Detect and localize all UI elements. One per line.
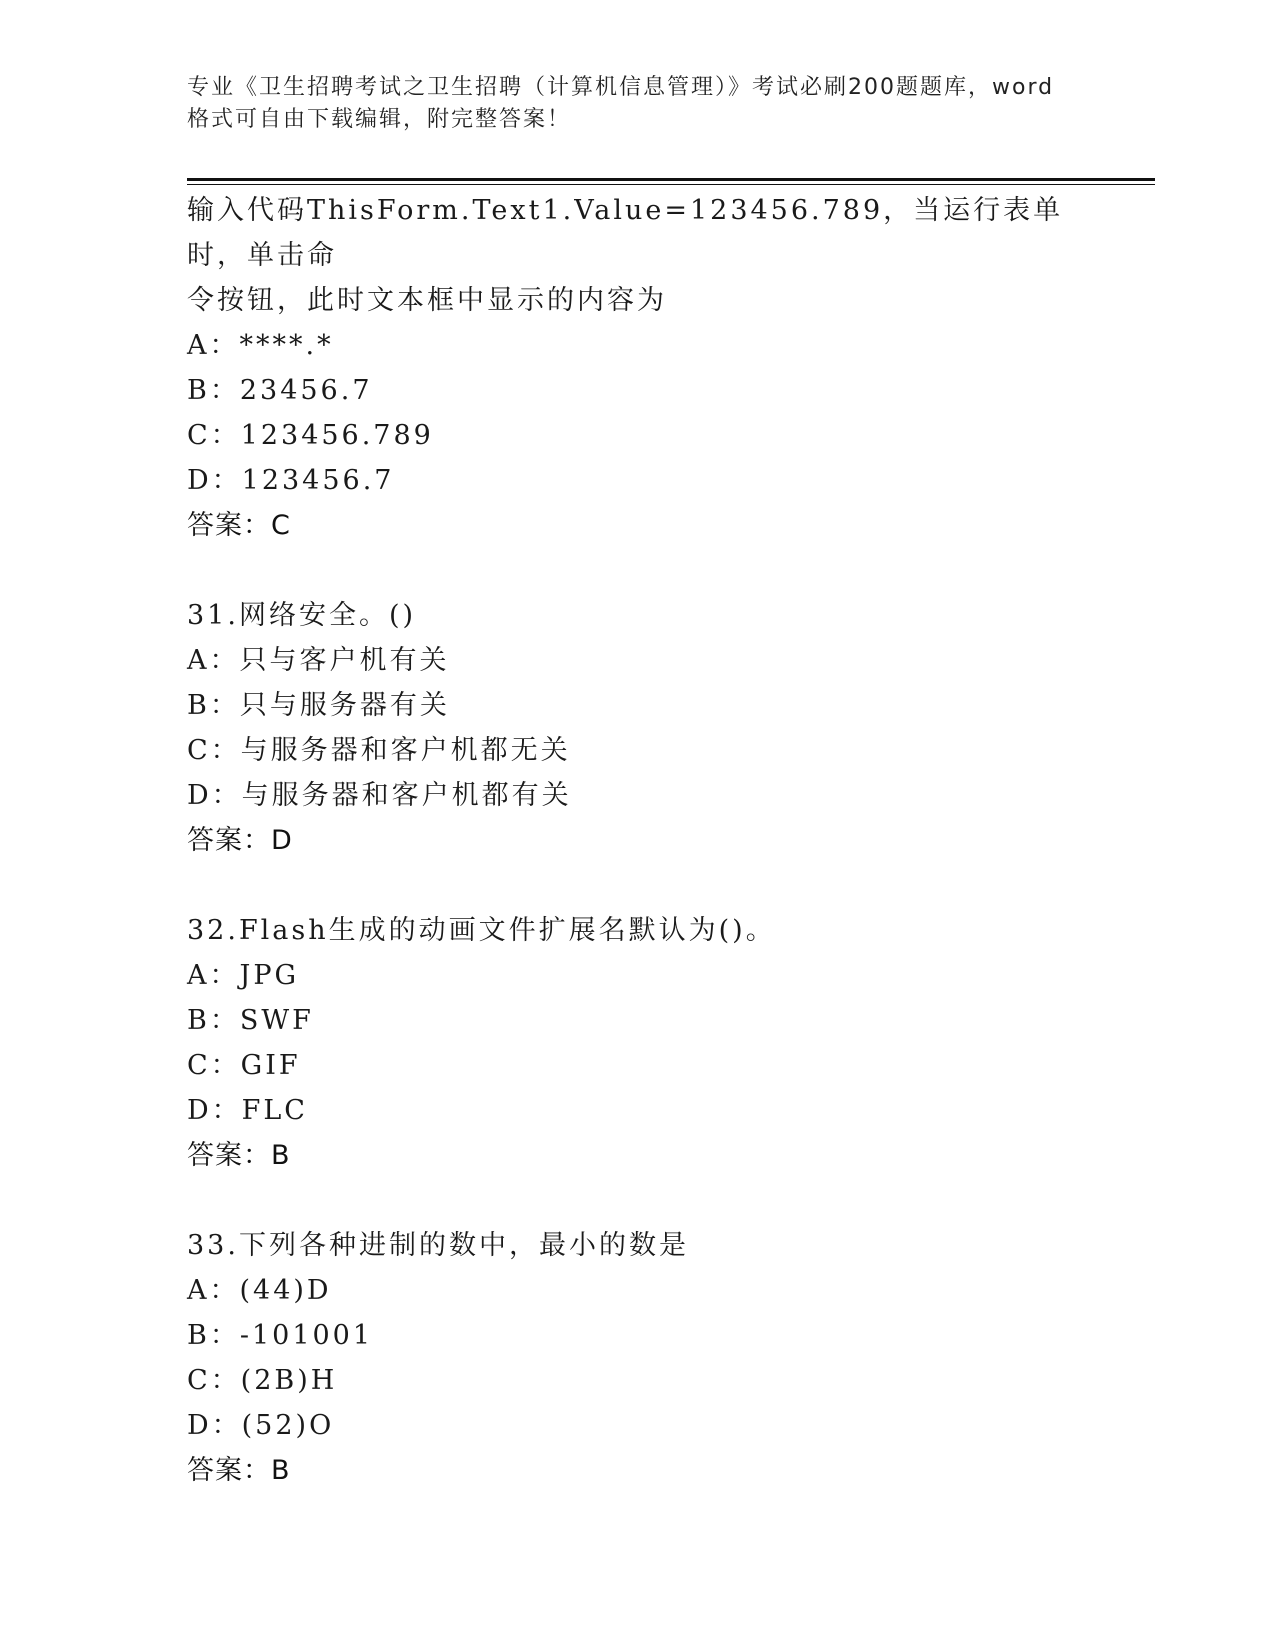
- option-b: B：-101001: [187, 1320, 374, 1351]
- option-b: B：23456.7: [187, 375, 373, 406]
- option-a: A：JPG: [187, 960, 300, 991]
- question-text: [187, 908, 1087, 953]
- option-c: C：123456.789: [187, 420, 434, 451]
- option-a: A：(44)D: [187, 1275, 332, 1306]
- question-text: [187, 188, 1087, 323]
- option-a: A：只与客户机有关: [187, 645, 450, 676]
- question-text-line: 33.下列各种进制的数中，最小的数是: [187, 1230, 689, 1261]
- answer-line: 答案：C: [187, 510, 291, 541]
- option-d: D：(52)O: [187, 1410, 335, 1441]
- question-block: [187, 593, 1087, 863]
- option-b: B：SWF: [187, 1005, 314, 1036]
- header-divider-thin: [187, 184, 1155, 185]
- question-block: [187, 1223, 1087, 1493]
- option-d: D：与服务器和客户机都有关: [187, 780, 572, 811]
- option-d: D：FLC: [187, 1095, 308, 1126]
- question-block: [187, 188, 1087, 548]
- option-a: A：****.*: [187, 330, 334, 361]
- document-header: [187, 72, 1087, 136]
- option-b: B：只与服务器有关: [187, 690, 450, 721]
- answer-line: 答案：B: [187, 1140, 291, 1171]
- header-divider-thick: [187, 178, 1155, 181]
- question-text: [187, 593, 1087, 638]
- option-c: C：(2B)H: [187, 1365, 338, 1396]
- question-list: [187, 188, 1087, 1493]
- answer-line: 答案：D: [187, 825, 293, 856]
- question-block: [187, 908, 1087, 1178]
- option-c: C：GIF: [187, 1050, 301, 1081]
- header-line-1: 专业《卫生招聘考试之卫生招聘（计算机信息管理）》考试必刷200题题库，word: [187, 75, 1055, 100]
- option-d: D：123456.7: [187, 465, 395, 496]
- question-text-line: 32.Flash生成的动画文件扩展名默认为()。: [187, 915, 776, 946]
- question-text-line: 输入代码ThisForm.Text1.Value=123456.789，当运行表单时，单击命: [187, 195, 1064, 271]
- question-text-line: 令按钮，此时文本框中显示的内容为: [187, 285, 667, 316]
- option-c: C：与服务器和客户机都无关: [187, 735, 571, 766]
- answer-line: 答案：B: [187, 1455, 291, 1486]
- question-text: [187, 1223, 1087, 1268]
- header-line-2: 格式可自由下载编辑，附完整答案！: [187, 107, 572, 132]
- question-text-line: 31.网络安全。(): [187, 600, 417, 631]
